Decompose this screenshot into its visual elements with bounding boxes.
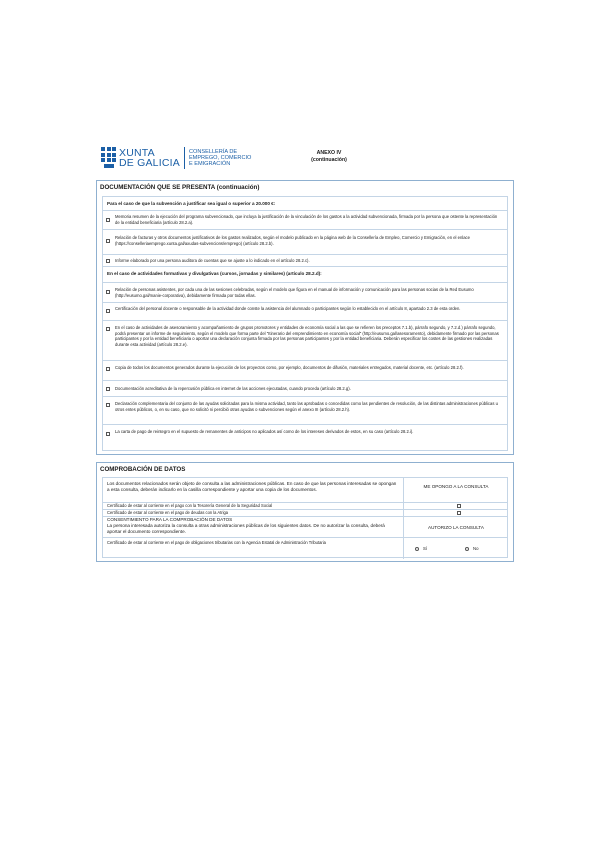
checklist-item xyxy=(103,255,507,267)
checklist-item xyxy=(103,303,507,321)
item-checkbox[interactable] xyxy=(106,259,110,263)
oppose-header: ME OPONGO A LA CONSULTA xyxy=(423,484,489,489)
authorize-header: AUTORIZO LA CONSULTA xyxy=(428,525,484,530)
item-text: Documentación acreditativa de la repercusión pública en internet de las acciones ejecutadas, cuando proceda (artículo 28.2.g). xyxy=(115,386,351,391)
item-checkbox[interactable] xyxy=(106,432,110,436)
item-text: Memoria resumen de la ejecución del programa subvencionado, que incluya la justificación de la vinculación de los gastos a la actividad subvencionada, firmada por la persona que ostente la representación de la entidad beneficiaria (artículo 28.2.a). xyxy=(115,214,498,225)
checklist-item xyxy=(103,381,507,397)
item-checkbox[interactable] xyxy=(106,290,110,294)
authorize-item-aeat: Certificado de estar al corriente en el pago de obligaciones tributarias con la Agencia Estatal de Administración Tributaria xyxy=(107,540,326,545)
oppose-item-atriga: Certificado de estar al corriente en el pago de deudas con la Atriga xyxy=(107,510,229,515)
consent-title: CONSENTIMIENTO PARA LA COMPROBACIÓN DE DATOS xyxy=(107,517,233,522)
item-text: Relación de personas asistentes, por cada una de las sesiones celebradas, según el modelo que figura en el manual de información y comunicación para las personas socias de la Red Eusumo (http://eusumo.gal/manie-corporativa), debidamente firmada por todas ellas. xyxy=(115,287,474,298)
item-checkbox[interactable] xyxy=(106,218,110,222)
subheading-row xyxy=(103,197,507,211)
item-text: La carta de pago de reintegro en el supuesto de remanentes de anticipos no aplicados así como de los intereses derivados de estos, en su caso (artículo 28.2.i). xyxy=(115,429,414,434)
item-text: Certificación del personal docente o responsable de la actividad donde conste la asistencia del alumnado o participantes según lo establecido en el artículo 8, apartado 2.3 de esta orden. xyxy=(115,306,461,311)
documentacion-section xyxy=(96,180,514,455)
consent-text: La persona interesada autoriza la consulta a otras administraciones públicas de los siguientes datos. De no autorizar la consulta, deberá aportar el documento correspondiente. xyxy=(107,523,385,534)
subheading-row xyxy=(103,267,507,283)
item-checkbox[interactable] xyxy=(106,367,110,371)
comprobacion-section xyxy=(96,462,514,562)
subheading-text: Para el caso de que la subvención a justificar sea igual o superior a 20.000 €: xyxy=(107,201,276,206)
item-text: Informe elaborado por una persona auditora de cuentas que se ajuste a lo indicado en el artículo 28.2.c). xyxy=(115,258,310,263)
logo-divider xyxy=(184,147,185,169)
annex-subtitle: (continuación) xyxy=(311,156,347,163)
item-text: Relación de facturas y otros documentos justificativos de los gastos realizados, según el modelo publicado en la página web de la Consellería de Empleo, Comercio y Emigración, en el enlace (https://conselleriaemprego.xunta.gal/axudas-subvencions/emprego) (artículo 28.2.b). xyxy=(115,235,470,246)
checklist-item xyxy=(103,283,507,303)
logo-line-2: DE GALICIA xyxy=(119,157,180,169)
checklist-item xyxy=(103,397,507,425)
xunta-logo xyxy=(101,147,251,169)
dept-line-3: E EMIGRACIÓN xyxy=(188,161,231,168)
oppose-checkbox-atriga[interactable] xyxy=(457,511,461,515)
xunta-emblem-icon xyxy=(101,147,116,169)
dept-line-1: CONSELLERÍA DE xyxy=(188,148,238,155)
dept-line-2: EMPREGO, COMERCIO xyxy=(188,154,252,161)
item-text: Copia de todos los documentos generados durante la ejecución de los proyectos como, por ejemplo, documentos de difusión, materiales entregados, material docente, etc. (artículo 28.2.f). xyxy=(115,365,464,370)
item-checkbox[interactable] xyxy=(106,239,110,243)
item-text: Declaración complementaria del conjunto de las ayudas solicitadas para la misma actividad, tanto las aprobadas o concedidas como las pendientes de resolución, de las distintas administraciones públicas u otros entes públicos, o, en su caso, que no solicitó ni percibió otras ayudas o subvenciones según el anexo III (artículo 28.2.h). xyxy=(115,401,498,412)
authorize-no-label: No xyxy=(473,546,479,551)
comprobacion-title: COMPROBACIÓN DE DATOS xyxy=(100,466,186,473)
item-checkbox[interactable] xyxy=(106,387,110,391)
annex-title: ANEXO IV xyxy=(316,150,342,156)
logo-wordmark xyxy=(119,148,180,168)
oppose-item-social-security: Certificado de estar al corriente en el pago con la Tesorería General de la Seguridad Social xyxy=(107,503,273,508)
authorize-yes-radio[interactable] xyxy=(415,547,419,551)
item-checkbox[interactable] xyxy=(106,327,110,331)
authorize-yes-label: Sí xyxy=(423,546,428,551)
annex-heading xyxy=(290,150,368,163)
comprobacion-table xyxy=(102,477,508,558)
consult-intro-text: Los documentos relacionados serán objeto de consulta a las administraciones públicas. En caso de que las personas interesadas se opongan a esta consulta, deberán indicarlo en la casilla correspondiente y aportar una copia de los documentos. xyxy=(107,481,397,492)
checklist-item xyxy=(103,211,507,230)
documentacion-list xyxy=(102,196,508,451)
item-checkbox[interactable] xyxy=(106,403,110,407)
oppose-checkbox-social-security[interactable] xyxy=(457,504,461,508)
authorize-no-radio[interactable] xyxy=(465,547,469,551)
checklist-item xyxy=(103,230,507,255)
checklist-item xyxy=(103,425,507,450)
department-name xyxy=(189,149,251,168)
checklist-item xyxy=(103,321,507,361)
item-text: En el caso de actividades de asesoramiento y acompañamiento de grupos promotores y entidades de economía social a las que se refieren los preceptos 7.1.b), párrafo segundo, y 7.2.d.) párrafo segundo, podrá presentar un informe de seguimiento, según el modelo que forma parte del "Itinerario del emprendimiento en economía social" (http://eusumo.gal/asesoramento), debidamente firmado por las personas participantes y por la entidad beneficiaria o aportar una declaración conjunta firmada por las personas participantes y por la entidad beneficiaria. Deberán especificar los costes de las gestiones realizadas durante esta actividad (artículo 28.2.e). xyxy=(115,325,499,347)
logo-line-1: XUNTA xyxy=(119,147,155,159)
subheading-text: En el caso de actividades formativas y divulgativas (cursos, jornadas y similares) (artículo 28.2.d): xyxy=(107,271,322,276)
item-checkbox[interactable] xyxy=(106,309,110,313)
checklist-item xyxy=(103,361,507,381)
documentacion-title: DOCUMENTACIÓN QUE SE PRESENTA (continuación) xyxy=(100,184,260,191)
